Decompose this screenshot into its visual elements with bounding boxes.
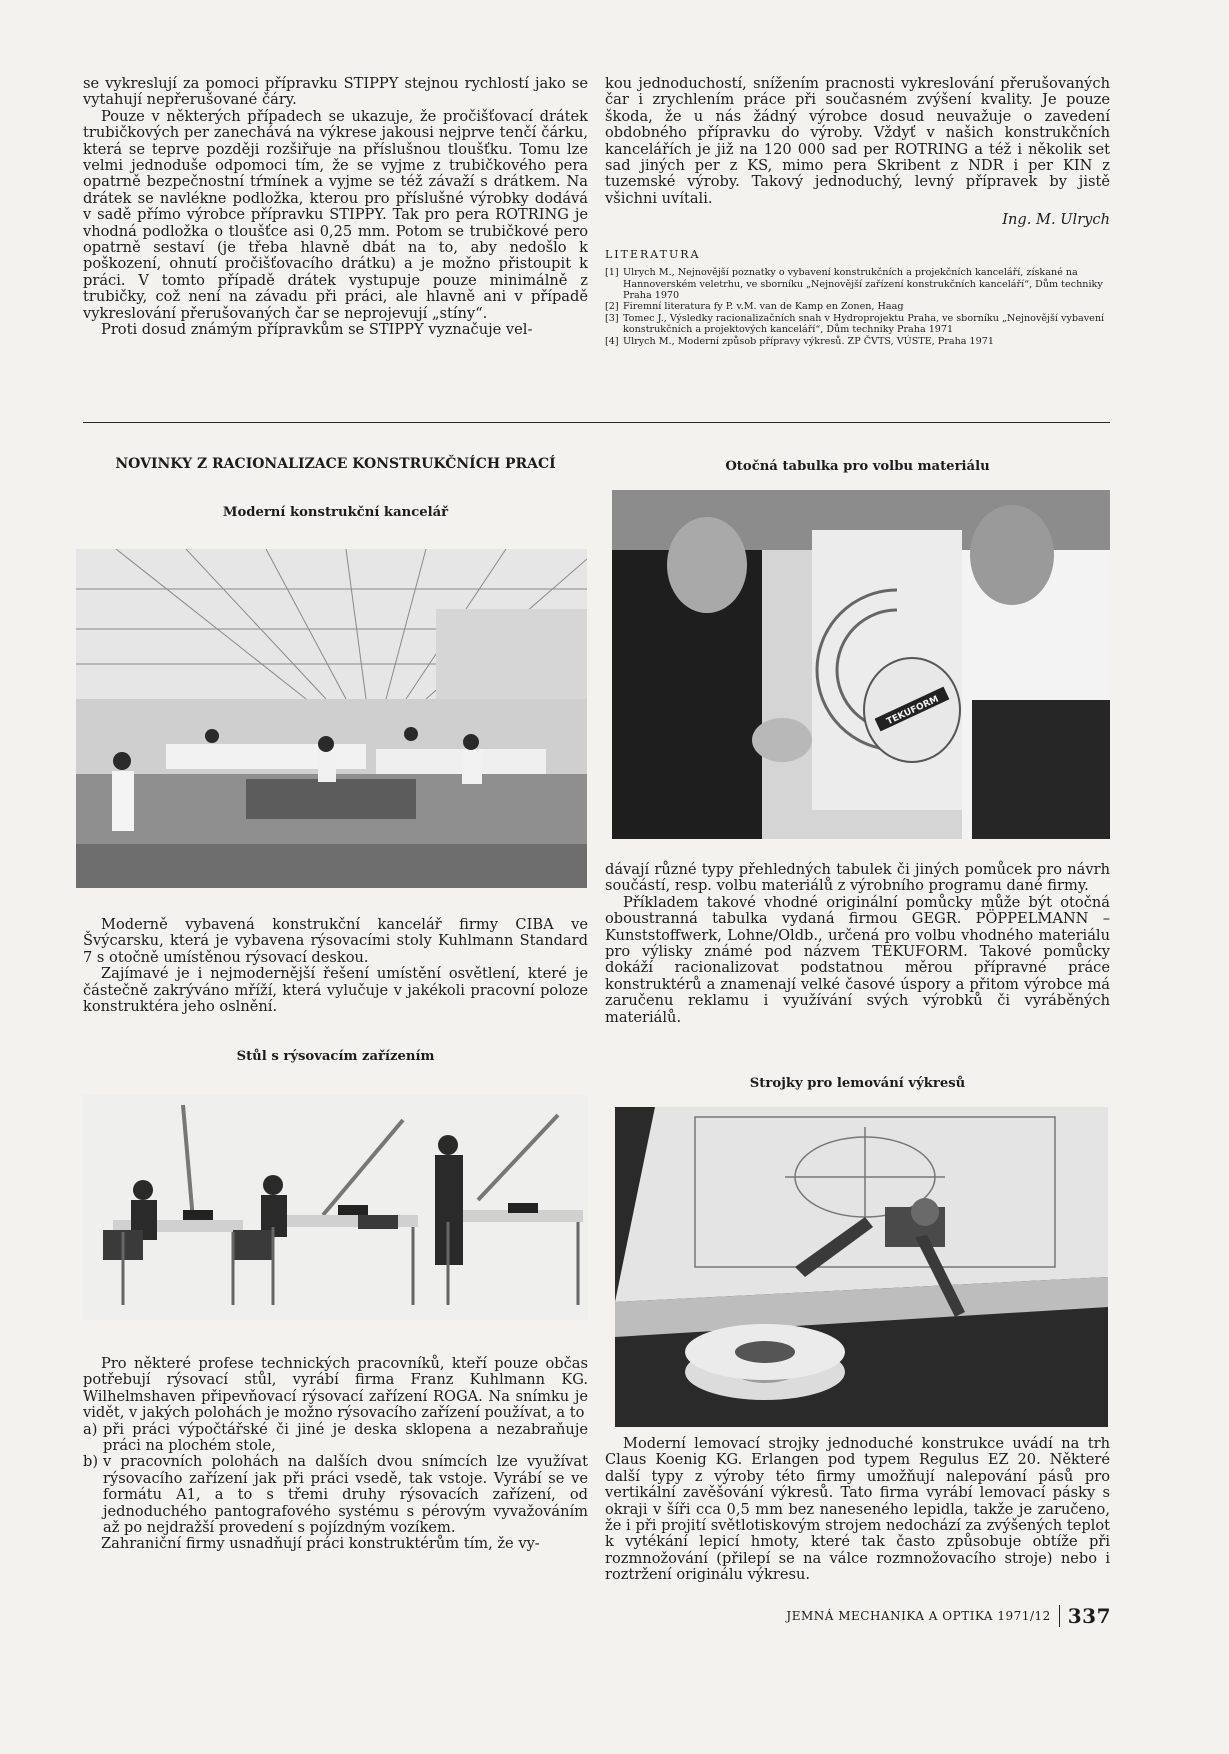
section-divider: [83, 422, 1110, 423]
paragraph: Proti dosud známým přípravkům se STIPPY vyznačuje vel-: [101, 321, 533, 339]
paragraph: Moderně vybavená konstrukční kancelář firmy CIBA ve Švýcarsku, která je vybavena rýsovacími stoly Kuhlmann Standard 7 s otočně umístěnou rýsovací deskou.: [83, 916, 588, 966]
footer-divider: [1059, 1605, 1060, 1627]
list-item: a) při práci výpočtářské či jiné je deska sklopena a nezabraňuje práci na plochém stole,: [83, 1420, 588, 1455]
paragraph: Pro některé profese technických pracovníků, kteří pouze občas potřebují rýsovací stůl, vyrábí firma Franz Kuhlmann KG. Wilhelmshaven připevňovací rýsovací zařízení ROGA. Na snímku je vidět, v jakých polohách je možno rýsovacího zařízení používat, a to: [83, 1355, 588, 1422]
reference-item: [2] Firemní literatura fy P. v.M. van de Kamp en Zonen, Haag: [605, 301, 904, 313]
desk-list: [83, 1422, 588, 1537]
table-caption: [605, 862, 1110, 1026]
paragraph: Moderní lemovací strojky jednoduché konstrukce uvádí na trh Claus Koenig KG. Erlangen pod typem Regulus EZ 20. Některé další typy z výroby této firmy umožňují nalepování pásů pro vertikální zavěšování výkresů. Tato firma vyrábí lemovací pásky s okraji v šíři cca 0,5 mm bez naneseného lepidla, takže je zaručeno, že i při projití světlotiskovým strojem nedochází za zvýšených teplot k vytékání lepicí hmoty, které tak často způsobuje obtíže při rozmnožování (přilepí se na válce rozmnožovacího stroje) nebo i roztržení originálu výkresu.: [605, 1435, 1110, 1584]
strojky-caption: [605, 1436, 1110, 1584]
office-photo: [76, 549, 587, 888]
office-caption: [83, 917, 588, 1015]
top-right-column: [605, 76, 1110, 347]
reference-list: [605, 267, 1110, 347]
paragraph: Zajímavé je i nejmodernější řešení umístění osvětlení, které je částečně zakrýváno mříží, která vylučuje v jakékoli pracovní poloze konstruktéra jeho oslnění.: [83, 965, 588, 1016]
reference-item: [1] Ulrych M., Nejnovější poznatky o vybavení konstrukčních a projekčních kanceláří, získané na Hannoverském veletrhu, ve sborníku „Nejnovější zařízení konstrukčních kanceláří“, Dům techniky Praha 1970: [605, 267, 1103, 302]
tekuform-photo: [612, 490, 1110, 839]
drawing-desk-photo: [83, 1095, 588, 1320]
tekuform-label: TEKUFORM: [885, 694, 941, 728]
paragraph: Pouze v některých případech se ukazuje, že pročišťovací drátek trubičkových per zanechává na výkrese jakousi nejprve tenčí čárku, která se teprve později rozšiřuje na příslušnou tloušťku. Tomu lze velmi jednoduše odpomoci tím, že se vyjme z trubičkového pera opatrně bezpečnostní tŕmínek a vyjme se též závaží s drátkem. Na drátek se navlékne podložka, kterou pro příslušné výrobky dodává v sadě přímo výrobce přípravku STIPPY. Tak pro pera ROTRING je vhodná podložka o tloušťce asi 0,25 mm. Potom se trubičkové pero opatrně sestaví (je třeba hlavně dbát na to, aby nedošlo k poškození, ohnutí pročišťovacího drátku) a je možno přistoupit k práci. V tomto případě drátek vystupuje pouze minimálně z trubičky, což není na závadu při práci, ale hlavně ani v případě vykreslování přerušovaných čar se neprojevují „stíny“.: [83, 107, 588, 322]
top-left-column: [83, 76, 588, 339]
table-heading: Otočná tabulka pro volbu materiálu: [725, 459, 990, 474]
journal-name: JEMNÁ MECHANIKA A OPTIKA 1971/12: [786, 1609, 1051, 1623]
page-number: 337: [1067, 1604, 1111, 1628]
strojky-heading: Strojky pro lemování výkresů: [749, 1076, 966, 1091]
list-item: b) v pracovních polohách na dalších dvou snímcích lze využívat rýsovacího zařízení jak při práci vsedě, tak vstoje. Vyrábí se ve formátu A1, a to s třemi druhy rýsovacích zařízení, od jednoduchého pantografového systému s pérovým vyvažováním až po nejdražší provedení s pojízdným vozíkem.: [83, 1453, 588, 1537]
paragraph: se vykreslují za pomoci přípravku STIPPY stejnou rychlostí jako se vytahují nepřerušované čáry.: [83, 75, 588, 109]
section-title: NOVINKY Z RACIONALIZACE KONSTRUKČNÍCH PRACÍ: [115, 456, 556, 472]
paragraph: kou jednoduchostí, snížením pracnosti vykreslování přerušovaných čar i zrychlením práce při současném zvýšení kvality. Je pouze škoda, že u nás žádný výrobce dosud neuvažuje o zavedení obdobného přípravku do výroby. Vždyť v našich konstrukčních kancelářích je již na 120 000 sad per ROTRING a též i několik set sad jiných per z KS, mimo pera Skribent z NDR i per KIN z tuzemské výroby. Takový jednoduchý, levný přípravek by jistě všichni uvítali.: [605, 75, 1110, 207]
author-signature: Ing. M. Ulrych: [1002, 211, 1110, 229]
paragraph: dávají různé typy přehledných tabulek či jiných pomůcek pro návrh součástí, resp. volbu materiálů z výrobního programu dané firmy.: [605, 861, 1110, 895]
desk-heading: Stůl s rýsovacím zařízením: [236, 1049, 435, 1064]
desk-caption: [83, 1356, 588, 1553]
office-heading: Moderní konstrukční kancelář: [222, 505, 449, 520]
literature-heading: LITERATURA: [605, 248, 701, 262]
paragraph: Příkladem takové vhodné originální pomůcky může být otočná oboustranná tabulka vydaná firmou GEGR. PÖPPELMANN – Kunststoffwerk, Lohne/Oldb., určená pro volbu vhodného materiálu pro výlisky známé pod názvem TEKUFORM. Takové pomůcky dokáží racionalizovat podstatnou měrou přípravné práce konstruktérů a znamenají velké časové úspory a přitom výrobce má zaručenu reklamu i využívání svých výrobků či vyráběných materiálů.: [605, 893, 1110, 1026]
reference-item: [3] Tomec J., Výsledky racionalizačních snah v Hydroprojektu Praha, ve sborníku „Nejnovější vybavení konstrukčních a projektových kanceláří“, Dům techniky Praha 1971: [605, 312, 1105, 336]
reference-item: [4] Ulrych M., Moderní způsob přípravy výkresů. ZP ČVTS, VÚSTE, Praha 1971: [605, 335, 994, 347]
paragraph: Zahraniční firmy usnadňují práci konstruktérům tím, že vy-: [101, 1535, 540, 1553]
page-footer: [786, 1604, 1111, 1628]
edging-machine-photo: [615, 1107, 1108, 1427]
